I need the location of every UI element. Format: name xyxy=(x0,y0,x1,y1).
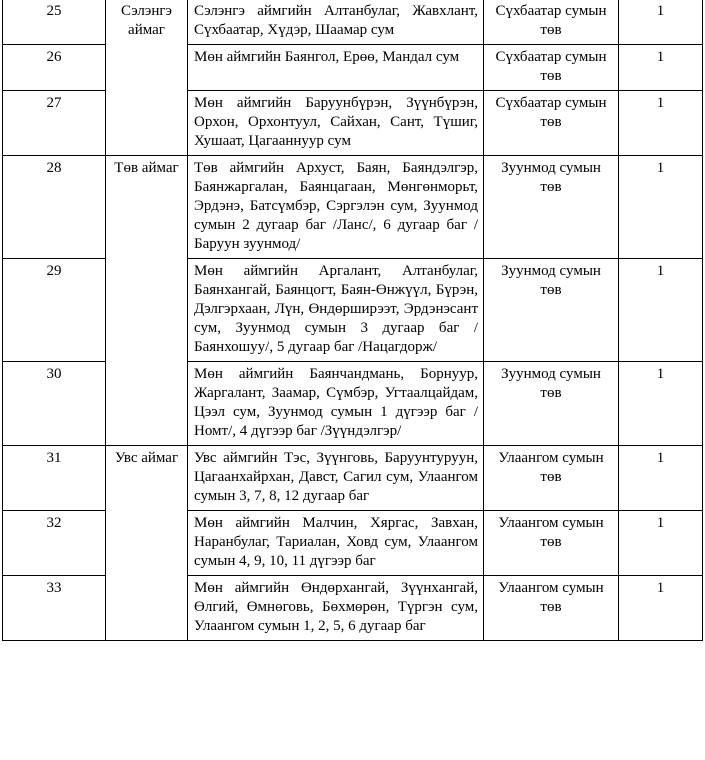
aimag-name: Төв аймаг xyxy=(106,156,188,259)
center-location: Зуунмод сумын төв xyxy=(484,362,619,446)
center-location: Сүхбаатар сумын төв xyxy=(484,45,619,91)
mandate-count: 1 xyxy=(619,91,703,156)
table-row xyxy=(3,446,703,511)
district-description: Мөн аймгийн Баруунбүрэн, Зүүнбүрэн, Орхон, Орхонтуул, Сайхан, Сант, Түшиг, Хушаат, Цагааннуур сум xyxy=(188,91,484,156)
row-number: 29 xyxy=(3,259,106,362)
aimag-name xyxy=(106,45,188,91)
row-number: 30 xyxy=(3,362,106,446)
aimag-name xyxy=(106,259,188,362)
aimag-name: Сэлэнгэ аймаг xyxy=(106,0,188,45)
mandate-count: 1 xyxy=(619,446,703,511)
center-location: Улаангом сумын төв xyxy=(484,446,619,511)
center-location: Зуунмод сумын төв xyxy=(484,259,619,362)
constituency-table xyxy=(2,0,703,641)
table-row xyxy=(3,576,703,641)
row-number: 27 xyxy=(3,91,106,156)
district-description: Мөн аймгийн Аргалант, Алтанбулаг, Баянхангай, Баянцогт, Баян-Өнжүүл, Бүрэн, Дэлгэрхаан, Лүн, Өндөрширээт, Эрдэнэсант сум, Зуунмод сумын 3 дугаар баг /Баянхошуу/, 5 дугаар баг /Нацагдорж/ xyxy=(188,259,484,362)
center-location: Улаангом сумын төв xyxy=(484,576,619,641)
district-description: Сэлэнгэ аймгийн Алтанбулаг, Жавхлант, Сүхбаатар, Хүдэр, Шаамар сум xyxy=(188,0,484,45)
mandate-count: 1 xyxy=(619,362,703,446)
table-row xyxy=(3,91,703,156)
mandate-count: 1 xyxy=(619,45,703,91)
mandate-count: 1 xyxy=(619,511,703,576)
mandate-count: 1 xyxy=(619,156,703,259)
table-row xyxy=(3,156,703,259)
aimag-name xyxy=(106,91,188,156)
center-location: Улаангом сумын төв xyxy=(484,511,619,576)
center-location: Сүхбаатар сумын төв xyxy=(484,91,619,156)
center-location: Зуунмод сумын төв xyxy=(484,156,619,259)
row-number: 26 xyxy=(3,45,106,91)
table-row xyxy=(3,511,703,576)
aimag-name: Увс аймаг xyxy=(106,446,188,511)
aimag-name xyxy=(106,576,188,641)
aimag-name xyxy=(106,362,188,446)
district-description: Төв аймгийн Архуст, Баян, Баяндэлгэр, Баянжаргалан, Баянцагаан, Мөнгөнморьт, Эрдэнэ, Батсүмбэр, Сэргэлэн сум, Зуунмод сумын 2 дугаар баг /Ланс/, 6 дугаар баг /Баруун зуунмод/ xyxy=(188,156,484,259)
mandate-count: 1 xyxy=(619,259,703,362)
table-row xyxy=(3,0,703,45)
district-description: Мөн аймгийн Баянгол, Ерөө, Мандал сум xyxy=(188,45,484,91)
district-description: Мөн аймгийн Баянчандмань, Борнуур, Жаргалант, Заамар, Сүмбэр, Угтаалцайдам, Цээл сум, Зуунмод сумын 1 дүгээр баг /Номт/, 4 дүгээр баг /Зүүндэлгэр/ xyxy=(188,362,484,446)
row-number: 28 xyxy=(3,156,106,259)
row-number: 31 xyxy=(3,446,106,511)
row-number: 33 xyxy=(3,576,106,641)
center-location: Сүхбаатар сумын төв xyxy=(484,0,619,45)
mandate-count: 1 xyxy=(619,0,703,45)
district-description: Мөн аймгийн Өндөрхангай, Зүүнхангай, Өлгий, Өмнөговь, Бөхмөрөн, Түргэн сум, Улаангом сумын 1, 2, 5, 6 дугаар баг xyxy=(188,576,484,641)
table-row xyxy=(3,259,703,362)
row-number: 25 xyxy=(3,0,106,45)
aimag-name xyxy=(106,511,188,576)
district-description: Мөн аймгийн Малчин, Хяргас, Завхан, Наранбулаг, Тариалан, Ховд сум, Улаангом сумын 4, 9, 10, 11 дүгээр баг xyxy=(188,511,484,576)
table-row xyxy=(3,362,703,446)
district-description: Увс аймгийн Тэс, Зүүнговь, Баруунтуруун, Цагаанхайрхан, Давст, Сагил сум, Улаангом сумын 3, 7, 8, 12 дугаар баг xyxy=(188,446,484,511)
mandate-count: 1 xyxy=(619,576,703,641)
table-row xyxy=(3,45,703,91)
row-number: 32 xyxy=(3,511,106,576)
